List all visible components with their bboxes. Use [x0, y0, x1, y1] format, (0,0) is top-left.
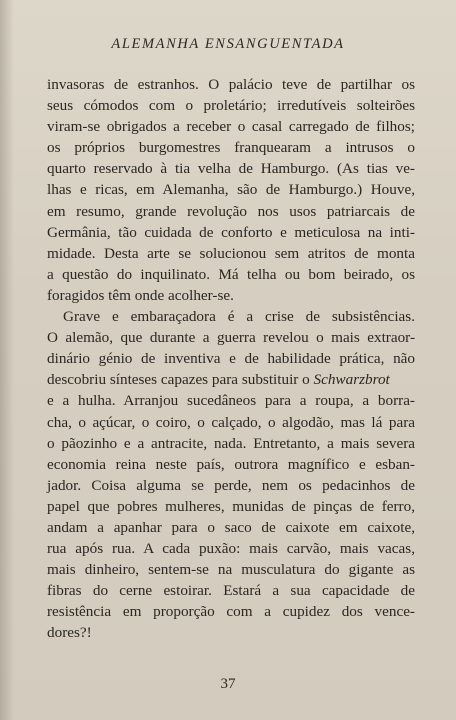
line-text: e a hulha. Arranjou sucedâneos para a roupa, a borra-: [47, 392, 415, 410]
line-text: papel que pobres mulheres, munidas de pinças de ferro,: [47, 497, 415, 515]
text-line: [47, 158, 415, 179]
text-line: O alemão, que durante a guerra revelou o mais extraor-: [47, 329, 415, 347]
line-text: em resumo, grande revolução nos usos patriarcais de: [47, 202, 415, 220]
text-line: [47, 538, 415, 559]
line-text: Germânia, tão cuidada de conforto e meticulosa na inti-: [47, 223, 415, 241]
text-line: [47, 264, 415, 285]
line-text: descobriu sínteses capazes para substituir o: [47, 371, 314, 389]
text-line: [47, 137, 415, 158]
line-text: lhas e ricas, em Alemanha, são de Hamburgo.) Houve,: [47, 181, 415, 199]
text-line: [47, 517, 415, 538]
text-line: dinário génio de inventiva e de habilidade prática, não: [47, 350, 415, 368]
text-line: Grave e embaraçadora é a crise de subsistências.: [63, 308, 415, 326]
line-text: quarto reservado à tia velha de Hamburgo. (As tias ve-: [47, 160, 415, 178]
text-line: [47, 243, 415, 264]
text-line: [47, 201, 415, 222]
line-text: resistência em proporção com a cupidez dos vence-: [47, 603, 415, 621]
text-line: [47, 74, 415, 95]
text-line: [47, 412, 415, 433]
text-line: [47, 433, 415, 454]
text-line: [47, 601, 415, 622]
body-text: [47, 74, 415, 644]
line-text: jador. Coisa alguma se perde, nem os pedacinhos de: [47, 476, 415, 494]
line-text: mais dinheiro, sentem-se na musculatura do gigante as: [47, 561, 415, 579]
text-line: [47, 559, 415, 580]
line-text: midade. Desta arte se solucionou sem atritos de monta: [47, 244, 415, 262]
text-line: [47, 454, 415, 475]
line-text: a questão do inquilinato. Má telha ou bom beirado, os: [47, 265, 415, 283]
paragraph-1: [47, 74, 415, 306]
text-line: [47, 95, 415, 116]
line-text: economia reina neste país, outrora magnífico e esban-: [47, 455, 415, 473]
text-line: [47, 369, 415, 390]
text-line: [47, 622, 415, 643]
text-line: [47, 496, 415, 517]
paragraph-2-rest: [47, 390, 415, 643]
page-number: 37: [220, 676, 236, 692]
page-edge-shadow: [0, 0, 14, 720]
text-line: [47, 285, 415, 306]
line-text: o pãozinho e a antracite, nada. Entretanto, a mais severa: [47, 434, 415, 452]
line-text: seus cómodos com o proletário; irredutíveis solteirões: [47, 97, 415, 115]
line-text: viram-se obrigados a receber o casal carregado de filhos;: [47, 118, 415, 136]
text-line: [47, 116, 415, 137]
line-text: fibras do cerne estoirar. Estará a sua capacidade de: [47, 582, 415, 600]
running-head: ALEMANHA ENSANGUENTADA: [111, 36, 345, 52]
italic-word: Schwarzbrot: [313, 371, 390, 389]
paragraph-2: [47, 306, 415, 644]
line-text: cha, o açúcar, o coiro, o calçado, o algodão, mas lá para: [47, 413, 415, 431]
line-text: foragidos têm onde acolher-se.: [47, 286, 234, 304]
line-text: andam a apanhar para o saco de caixote em caixote,: [47, 518, 415, 536]
line-text: dores?!: [47, 624, 92, 642]
text-line: [47, 390, 415, 411]
line-text: invasoras de estranhos. O palácio teve de partilhar os: [47, 76, 415, 93]
line-text: os próprios burgomestres franquearam a intrusos o: [47, 139, 415, 157]
line-text: rua após rua. A cada puxão: mais carvão, mais vacas,: [47, 540, 415, 558]
text-line: [47, 179, 415, 200]
text-line: [47, 475, 415, 496]
text-line: [47, 222, 415, 243]
text-line: [47, 580, 415, 601]
